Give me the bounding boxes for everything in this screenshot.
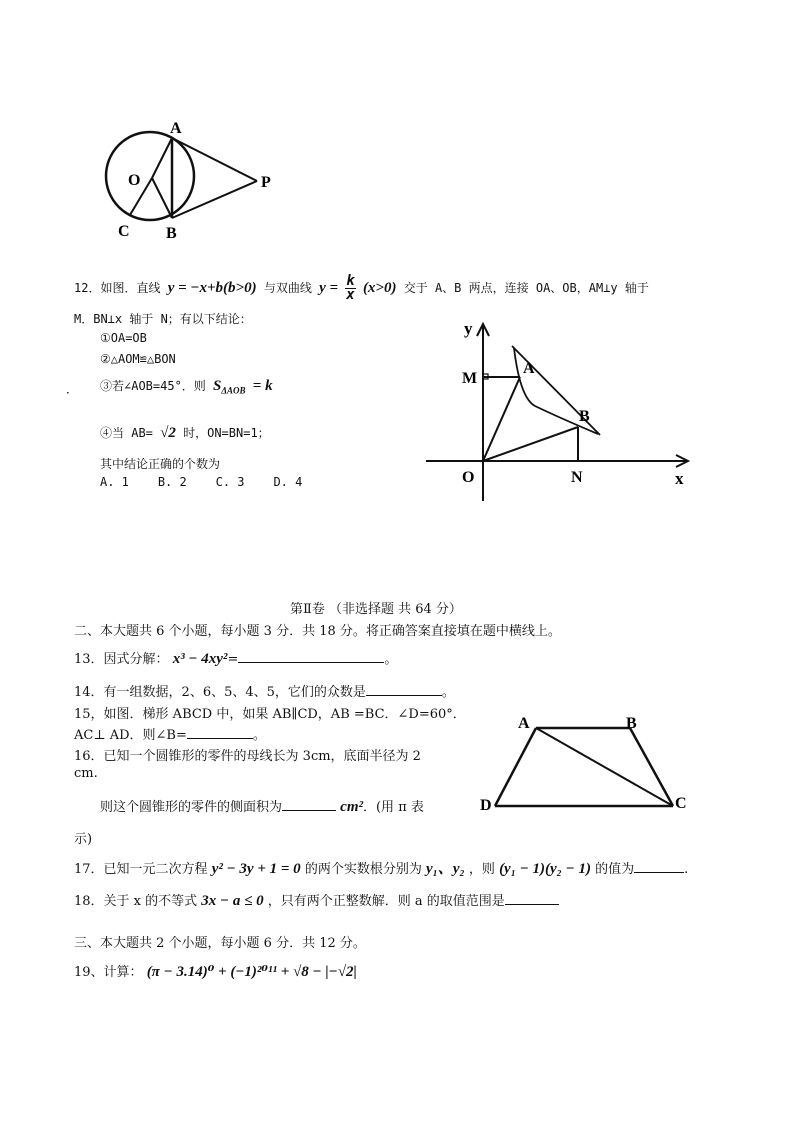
q12-conclusion-1: ①OA=OB [100,331,147,345]
option-d: D. 4 [273,475,303,489]
section2-instruction: 二、本大题共 6 个小题，每小题 3 分．共 18 分。将正确答案直接填在题中横线上。 [74,624,561,639]
q14: 14．有一组数据，2、6、5、4、5，它们的众数是 。 [74,681,455,700]
q15-line2: AC⊥ AD．则∠B= 。 [74,724,266,743]
q19: 19、计算： (π − 3.14)⁰ + (−1)²⁰¹¹ + √8 − |−√2| [74,964,357,980]
q12-fraction: $\frac{k}{x}$ [346,273,355,303]
q13-answer-blank[interactable] [238,649,384,663]
q12-conclusion-2: ②△AOM≌△BON [100,352,176,366]
q18-answer-blank[interactable] [505,891,559,905]
q12-conclusion-4: ④当 AB= √2 时，ON=BN=1； [100,425,270,441]
label-B: B [626,715,637,732]
q13: 13．因式分解： x³ − 4xy²= 。 [74,651,398,667]
option-c: C. 3 [215,475,245,489]
axis-label-y: y [464,319,473,338]
q12-question: 其中结论正确的个数为 [100,457,221,471]
hyperbola-graph-figure [420,318,700,508]
q12-options [100,475,302,489]
q18: 18．关于 x 的不等式 3x − a ≤ 0 ，只有两个正整数解．则 a 的取值范围是 [74,890,559,910]
label-P: P [261,174,271,191]
option-a: A. 1 [100,475,129,489]
q12-line2: M．BN⊥x 轴于 N；有以下结论： [74,312,252,326]
q17-answer-blank[interactable] [634,859,684,873]
label-C: C [675,795,687,812]
label-C: C [118,223,130,240]
label-A: A [170,120,182,137]
q12-line1: 12．如图．直线 y = −x+b(b>0) 与双曲线 y = $\frac{k}{x}$ (x>0) 交于 A、B 两点，连接 OA、OB，AM⊥y 轴于 [74,273,649,303]
q16-answer-blank[interactable] [282,797,336,811]
q12-hyperbola-lhs: y = [319,280,339,296]
q16-line3: 则这个圆锥形的零件的侧面积为 cm²．(用 π 表 [100,799,424,815]
q12-line-equation: y = −x+b(b>0) [167,280,257,296]
option-b: B. 2 [157,475,187,489]
q12-conclusion-3: ③若∠AOB=45°．则 $S_{\Delta AOB} = k$ [100,378,273,396]
q16-line4: 示) [74,832,93,847]
circle-tangent-figure [100,118,290,246]
label-A: A [523,360,535,377]
axis-label-x: x [675,469,684,488]
label-O: O [128,172,141,189]
label-B: B [579,408,590,425]
q16-line1: 16．已知一个圆锥形的零件的母线长为 3cm，底面半径为 2 [74,749,421,764]
q15-answer-blank[interactable] [187,725,253,739]
q16-line2: cm. [74,766,98,781]
q15-line1: 15，如图．梯形 ABCD 中，如果 AB∥CD，AB =BC．∠D=60°． [74,707,466,722]
q12-dot: ． [66,382,79,396]
label-M: M [462,370,478,387]
trapezoid-figure [478,710,698,820]
q12-hyperbola-cond: (x>0) [362,280,397,296]
label-A: A [518,715,530,732]
q14-answer-blank[interactable] [366,682,442,696]
label-D: D [480,797,492,814]
q17: 17．已知一元二次方程 y² − 3y + 1 = 0 的两个实数根分别为 y₁、y₂ ，则 (y₁ − 1)(y₂ − 1) 的值为 . [74,861,689,877]
label-O: O [462,469,475,486]
label-N: N [571,469,583,486]
section2-title: 第Ⅱ卷 （非选择题 共 64 分） [290,602,462,617]
section3-instruction: 三、本大题共 2 个小题，每小题 6 分．共 12 分。 [74,936,366,951]
label-B: B [166,225,177,242]
